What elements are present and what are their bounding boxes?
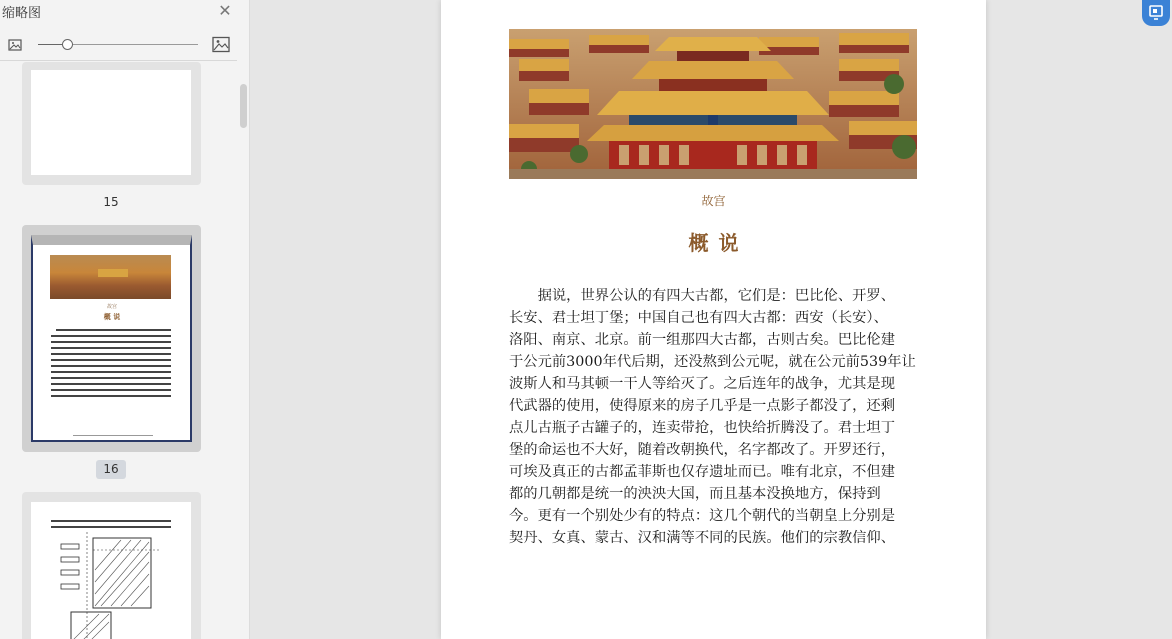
paragraph-line: 今。更有一个别处少有的特点：这几个朝代的当朝皇上分别是 (509, 508, 896, 524)
thumbnail-page-image (31, 502, 191, 639)
paragraph-line: 堡的命运也不大好，随着改朝换代，名字都改了。开罗还行， (509, 442, 896, 458)
sidebar-scrollbar[interactable] (240, 84, 247, 128)
thumbnail-sidebar (0, 0, 250, 639)
mini-line (51, 341, 171, 343)
mini-caption: 故宫 (106, 304, 117, 310)
mini-line (51, 383, 171, 385)
forbidden-city-photo (509, 29, 917, 179)
mini-line (56, 329, 171, 331)
thumbnail-page-image (31, 235, 192, 442)
mini-footer (73, 435, 153, 436)
paragraph-line: 代武器的使用，使得原来的房子几乎是一点影子都没了，还剩 (509, 398, 896, 414)
mini-line (51, 365, 171, 367)
thumbnail-zoom-control (0, 34, 250, 56)
document-viewer[interactable] (251, 0, 1172, 639)
paragraph-line: 波斯人和马其顿一干人等给灭了。之后连年的战争，尤其是现 (509, 376, 896, 392)
section-heading: 概说 (688, 231, 749, 255)
floating-tool-button[interactable] (1142, 0, 1170, 26)
mini-text-lines (51, 329, 171, 401)
mini-heading: 概 说 (103, 313, 121, 321)
paragraph-line: 都的几朝都是统一的泱泱大国，而且基本没换地方，保持到 (509, 486, 881, 502)
thumbnail-label-active: 16 (96, 460, 126, 479)
sidebar-title: 缩略图 (2, 6, 42, 21)
zoom-slider-track[interactable] (38, 44, 198, 45)
image-large-icon[interactable] (212, 36, 230, 53)
mini-line (51, 335, 171, 337)
mini-roof (98, 269, 128, 277)
paragraph-line: 可埃及真正的古都孟菲斯也仅存遗址而已。唯有北京，不但建 (509, 464, 896, 480)
thumbnail-page-image (31, 70, 191, 175)
mini-line (51, 389, 171, 391)
mini-line (51, 371, 171, 373)
paragraph-line: 点儿古瓶子古罐子的，连卖带抢，也快给折腾没了。君士坦丁 (509, 420, 896, 436)
paragraph-line: 洛阳、南京、北京。前一组那四大古都，古则古矣。巴比伦建 (509, 332, 896, 348)
paragraph-line: 契丹、女真、蒙古、汉和满等不同的民族。他们的宗教信仰、 (509, 530, 896, 546)
document-page (441, 0, 986, 639)
photo-caption: 故宫 (701, 194, 726, 208)
mini-line (51, 347, 171, 349)
sidebar-divider (0, 60, 237, 61)
screen-capture-icon (1142, 0, 1170, 26)
sidebar-header (0, 0, 250, 22)
paragraph-line: 据说，世界公认的有四大古都，它们是：巴比伦、开罗、 (509, 288, 896, 304)
thumbnail-page-15[interactable] (22, 62, 201, 185)
mini-photo (50, 255, 171, 299)
paragraph-line: 长安、君士坦丁堡；中国自己也有四大古都：西安（长安）、 (509, 310, 888, 326)
mini-line (51, 377, 171, 379)
mini-line (51, 395, 171, 397)
zoom-slider-thumb[interactable] (62, 39, 73, 50)
paragraph-line: 于公元前3000年代后期，还没熬到公元呢，就在公元前539年让 (509, 354, 916, 370)
thumbnail-label: 15 (103, 195, 119, 209)
thumbnail-page-17[interactable] (22, 492, 201, 639)
image-small-icon[interactable] (8, 38, 22, 52)
mini-diagram (31, 502, 191, 639)
body-paragraph (509, 285, 917, 549)
thumbnail-page-16[interactable] (22, 225, 201, 452)
close-icon[interactable]: ✕ (218, 1, 232, 20)
mini-line (51, 359, 171, 361)
mini-line (51, 353, 171, 355)
